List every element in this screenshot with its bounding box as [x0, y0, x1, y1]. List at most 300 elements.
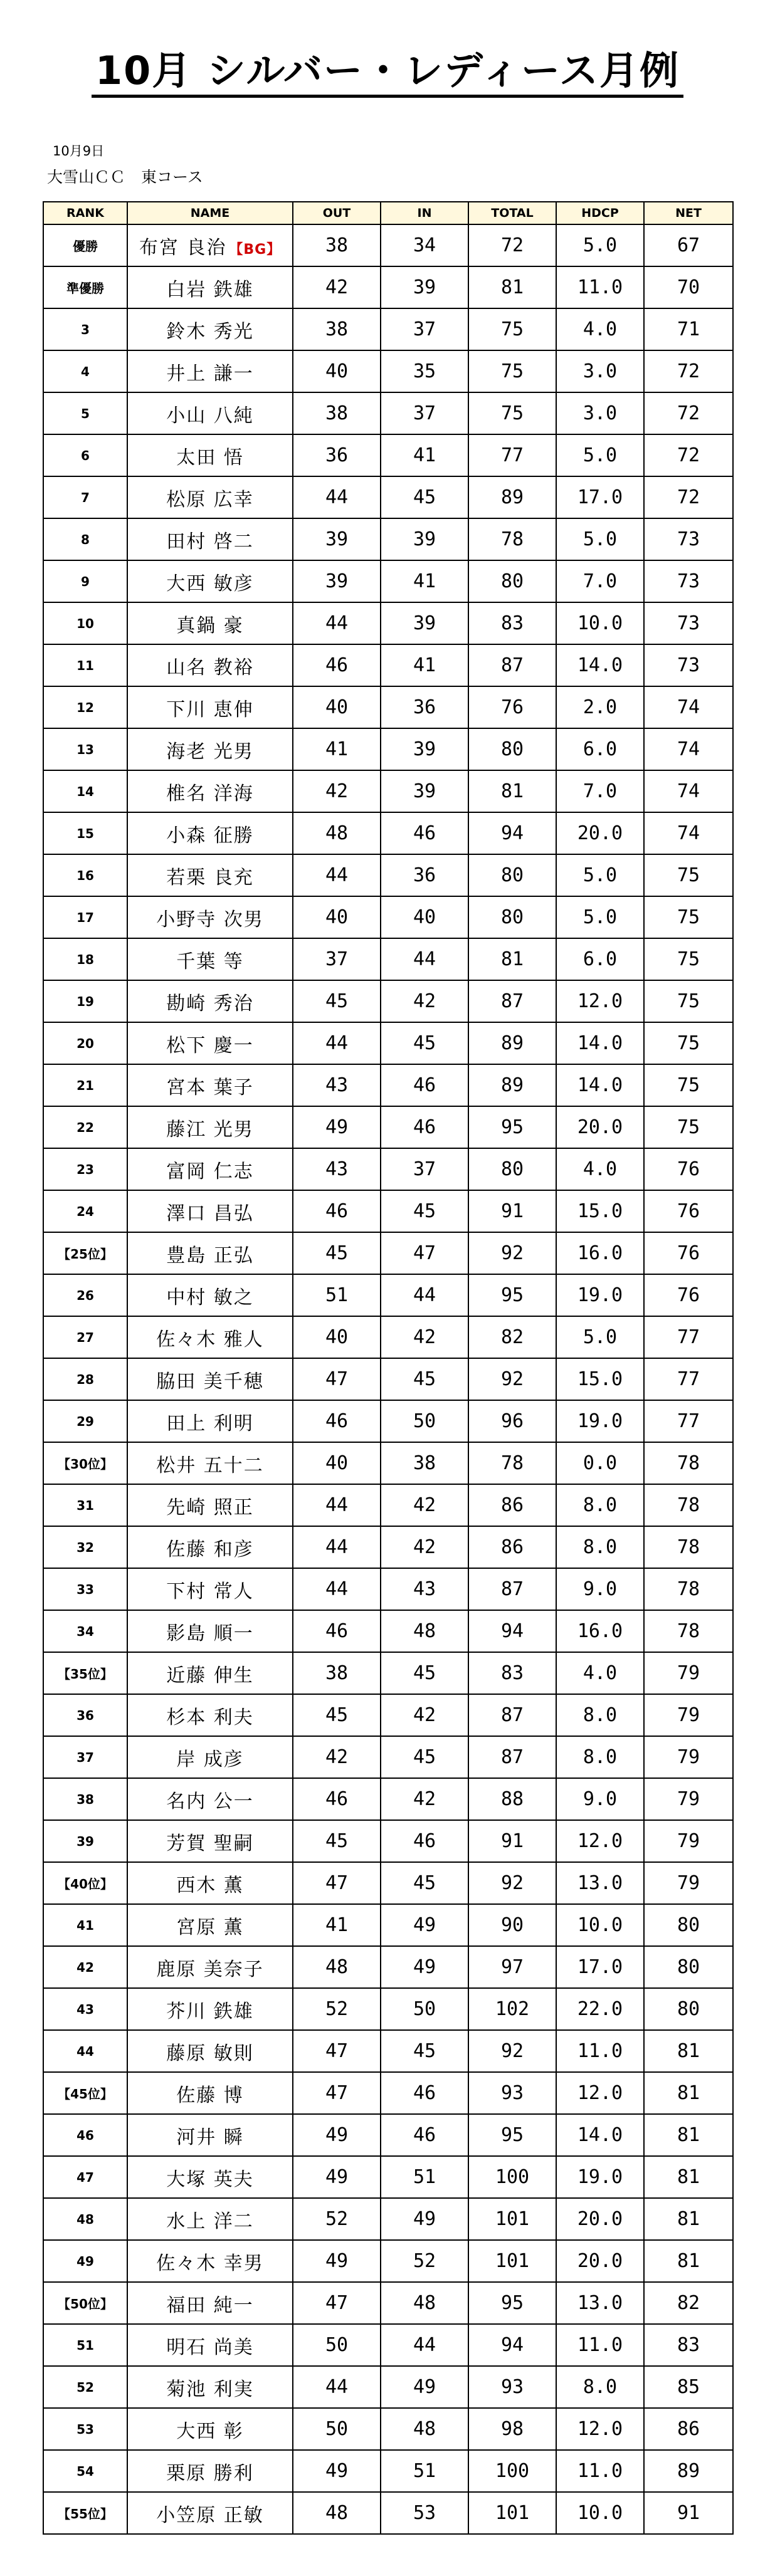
total-score-cell: 80: [468, 854, 556, 896]
table-row: [43, 2114, 733, 2156]
venue-label: 大雪山ＣＣ 東コース: [47, 168, 203, 186]
total-score-cell: 78: [468, 1442, 556, 1484]
table-row: [43, 350, 733, 392]
net-score-cell: 81: [644, 2030, 733, 2072]
total-score-cell: 89: [468, 1064, 556, 1106]
table-row: [43, 686, 733, 728]
net-score-cell: 78: [644, 1610, 733, 1652]
hdcp-cell: 20.0: [556, 2198, 644, 2240]
name-cell: [127, 854, 293, 896]
in-score-cell: 47: [381, 1232, 468, 1274]
out-score-cell: 46: [293, 644, 381, 686]
net-score-cell: 76: [644, 1148, 733, 1190]
name-cell: [127, 1358, 293, 1400]
rank-cell: 【30位】: [43, 1442, 127, 1484]
name-cell: [127, 518, 293, 560]
total-score-cell: 75: [468, 392, 556, 434]
net-score-cell: 67: [644, 224, 733, 266]
player-name: 芥川 鉄雄: [166, 2000, 254, 2023]
table-row: [43, 2324, 733, 2366]
player-name: 松原 広幸: [166, 488, 254, 511]
rank-cell: 15: [43, 812, 127, 854]
out-score-cell: 45: [293, 1820, 381, 1862]
table-row: [43, 1064, 733, 1106]
player-name: 鹿原 美奈子: [156, 1958, 264, 1981]
rank-cell: 42: [43, 1946, 127, 1988]
table-row: [43, 602, 733, 644]
table-row: [43, 1736, 733, 1778]
in-score-cell: 45: [381, 1736, 468, 1778]
in-score-cell: 48: [381, 2282, 468, 2324]
name-cell: [127, 1610, 293, 1652]
name-cell: [127, 896, 293, 938]
total-score-cell: 92: [468, 1862, 556, 1904]
rank-cell: 11: [43, 644, 127, 686]
name-cell: [127, 350, 293, 392]
in-score-cell: 38: [381, 1442, 468, 1484]
player-name: 小野寺 次男: [156, 908, 264, 931]
hdcp-cell: 3.0: [556, 392, 644, 434]
in-score-cell: 40: [381, 896, 468, 938]
out-score-cell: 43: [293, 1148, 381, 1190]
total-score-cell: 96: [468, 1400, 556, 1442]
table-row: [43, 2240, 733, 2282]
table-row: [43, 1190, 733, 1232]
out-score-cell: 44: [293, 1526, 381, 1568]
total-score-cell: 95: [468, 1106, 556, 1148]
net-score-cell: 81: [644, 2198, 733, 2240]
hdcp-cell: 12.0: [556, 980, 644, 1022]
player-name: 岸 成彦: [176, 1748, 244, 1771]
out-score-cell: 39: [293, 560, 381, 602]
total-score-cell: 83: [468, 1652, 556, 1694]
out-score-cell: 47: [293, 2030, 381, 2072]
out-score-cell: 44: [293, 854, 381, 896]
name-cell: [127, 938, 293, 980]
player-name: 鈴木 秀光: [166, 320, 254, 343]
player-name: 海老 光男: [166, 740, 254, 763]
total-score-cell: 102: [468, 1988, 556, 2030]
table-row: [43, 434, 733, 476]
out-score-cell: 44: [293, 1568, 381, 1610]
hdcp-cell: 4.0: [556, 1148, 644, 1190]
table-row: [43, 2282, 733, 2324]
in-score-cell: 46: [381, 1106, 468, 1148]
player-name: 水上 洋二: [166, 2210, 254, 2233]
col-header-in: IN: [381, 202, 468, 224]
out-score-cell: 40: [293, 350, 381, 392]
net-score-cell: 82: [644, 2282, 733, 2324]
out-score-cell: 42: [293, 1736, 381, 1778]
name-cell: [127, 980, 293, 1022]
player-name: 菊池 利実: [166, 2378, 254, 2401]
rank-cell: 39: [43, 1820, 127, 1862]
in-score-cell: 50: [381, 1988, 468, 2030]
rank-cell: 【55位】: [43, 2492, 127, 2534]
rank-cell: 8: [43, 518, 127, 560]
net-score-cell: 79: [644, 1652, 733, 1694]
table-row: [43, 1274, 733, 1316]
rank-cell: 26: [43, 1274, 127, 1316]
total-score-cell: 80: [468, 1148, 556, 1190]
table-row: [43, 1652, 733, 1694]
net-score-cell: 80: [644, 1946, 733, 1988]
hdcp-cell: 5.0: [556, 854, 644, 896]
table-row: [43, 1820, 733, 1862]
total-score-cell: 95: [468, 2282, 556, 2324]
event-date: 10月9日: [53, 144, 105, 159]
table-row: [43, 560, 733, 602]
net-score-cell: 73: [644, 518, 733, 560]
total-score-cell: 78: [468, 518, 556, 560]
total-score-cell: 95: [468, 2114, 556, 2156]
rank-cell: 4: [43, 350, 127, 392]
in-score-cell: 42: [381, 1526, 468, 1568]
in-score-cell: 34: [381, 224, 468, 266]
table-row: [43, 1442, 733, 1484]
hdcp-cell: 9.0: [556, 1568, 644, 1610]
net-score-cell: 79: [644, 1736, 733, 1778]
hdcp-cell: 3.0: [556, 350, 644, 392]
name-cell: [127, 602, 293, 644]
in-score-cell: 37: [381, 308, 468, 350]
hdcp-cell: 16.0: [556, 1232, 644, 1274]
in-score-cell: 41: [381, 560, 468, 602]
net-score-cell: 75: [644, 980, 733, 1022]
name-cell: [127, 1820, 293, 1862]
hdcp-cell: 12.0: [556, 2072, 644, 2114]
name-cell: [127, 1526, 293, 1568]
out-score-cell: 46: [293, 1190, 381, 1232]
net-score-cell: 73: [644, 644, 733, 686]
net-score-cell: 81: [644, 2072, 733, 2114]
rank-cell: 7: [43, 476, 127, 518]
out-score-cell: 50: [293, 2324, 381, 2366]
in-score-cell: 45: [381, 1022, 468, 1064]
out-score-cell: 44: [293, 602, 381, 644]
total-score-cell: 89: [468, 476, 556, 518]
col-header-hdcp: HDCP: [556, 202, 644, 224]
net-score-cell: 76: [644, 1190, 733, 1232]
in-score-cell: 49: [381, 2198, 468, 2240]
rank-cell: 22: [43, 1106, 127, 1148]
rank-cell: 24: [43, 1190, 127, 1232]
net-score-cell: 72: [644, 476, 733, 518]
player-name: 藤江 光男: [166, 1118, 254, 1141]
net-score-cell: 83: [644, 2324, 733, 2366]
out-score-cell: 40: [293, 896, 381, 938]
out-score-cell: 45: [293, 980, 381, 1022]
player-name: 真鍋 豪: [176, 614, 244, 637]
page-title: 10月 シルバー・レディース月例: [92, 50, 683, 98]
rank-cell: 18: [43, 938, 127, 980]
net-score-cell: 78: [644, 1526, 733, 1568]
out-score-cell: 44: [293, 476, 381, 518]
total-score-cell: 91: [468, 1820, 556, 1862]
name-cell: [127, 266, 293, 308]
rank-cell: 54: [43, 2450, 127, 2492]
table-row: [43, 1106, 733, 1148]
rank-cell: 21: [43, 1064, 127, 1106]
table-row: [43, 1694, 733, 1736]
table-row: [43, 1316, 733, 1358]
out-score-cell: 52: [293, 1988, 381, 2030]
in-score-cell: 44: [381, 938, 468, 980]
name-cell: [127, 1862, 293, 1904]
player-name: 布宮 良治: [139, 236, 227, 259]
player-name: 小森 征勝: [166, 824, 254, 847]
name-cell: [127, 224, 293, 266]
name-cell: [127, 2408, 293, 2450]
player-name: 明石 尚美: [166, 2336, 254, 2359]
rank-cell: 46: [43, 2114, 127, 2156]
table-row: [43, 896, 733, 938]
net-score-cell: 76: [644, 1232, 733, 1274]
player-name: 白岩 鉄雄: [166, 278, 254, 301]
out-score-cell: 39: [293, 518, 381, 560]
name-cell: [127, 476, 293, 518]
table-row: [43, 1862, 733, 1904]
out-score-cell: 52: [293, 2198, 381, 2240]
total-score-cell: 93: [468, 2072, 556, 2114]
player-name: 先崎 照正: [166, 1496, 254, 1519]
total-score-cell: 80: [468, 896, 556, 938]
player-name: 佐々木 幸男: [156, 2252, 264, 2275]
col-header-out: OUT: [293, 202, 381, 224]
hdcp-cell: 10.0: [556, 602, 644, 644]
total-score-cell: 81: [468, 770, 556, 812]
player-name: 大西 敏彦: [166, 572, 254, 595]
hdcp-cell: 20.0: [556, 1106, 644, 1148]
hdcp-cell: 17.0: [556, 476, 644, 518]
name-cell: [127, 2492, 293, 2534]
hdcp-cell: 8.0: [556, 1484, 644, 1526]
in-score-cell: 41: [381, 644, 468, 686]
name-cell: [127, 1778, 293, 1820]
in-score-cell: 52: [381, 2240, 468, 2282]
player-name: 松井 五十二: [156, 1454, 264, 1477]
hdcp-cell: 5.0: [556, 224, 644, 266]
player-name: 佐藤 博: [176, 2084, 244, 2107]
in-score-cell: 45: [381, 1358, 468, 1400]
player-name: 杉本 利夫: [166, 1706, 254, 1729]
table-row: [43, 2072, 733, 2114]
rank-cell: 41: [43, 1904, 127, 1946]
table-row: [43, 1022, 733, 1064]
player-name: 栗原 勝利: [166, 2462, 254, 2484]
hdcp-cell: 5.0: [556, 896, 644, 938]
out-score-cell: 46: [293, 1400, 381, 1442]
in-score-cell: 39: [381, 728, 468, 770]
rank-cell: 【50位】: [43, 2282, 127, 2324]
rank-cell: 51: [43, 2324, 127, 2366]
table-row: [43, 2366, 733, 2408]
table-row: [43, 2156, 733, 2198]
hdcp-cell: 10.0: [556, 1904, 644, 1946]
rank-cell: 【45位】: [43, 2072, 127, 2114]
rank-cell: 14: [43, 770, 127, 812]
player-name: 大塚 英夫: [166, 2168, 254, 2191]
net-score-cell: 74: [644, 728, 733, 770]
header-row: [43, 202, 733, 224]
player-name: 影島 順一: [166, 1622, 254, 1645]
player-name: 福田 純一: [166, 2294, 254, 2317]
rank-cell: 6: [43, 434, 127, 476]
table-row: [43, 2030, 733, 2072]
out-score-cell: 49: [293, 2240, 381, 2282]
out-score-cell: 40: [293, 686, 381, 728]
rank-cell: 17: [43, 896, 127, 938]
net-score-cell: 79: [644, 1694, 733, 1736]
total-score-cell: 94: [468, 2324, 556, 2366]
net-score-cell: 72: [644, 392, 733, 434]
table-row: [43, 1526, 733, 1568]
name-cell: [127, 1652, 293, 1694]
table-row: [43, 266, 733, 308]
rank-cell: 29: [43, 1400, 127, 1442]
table-row: [43, 980, 733, 1022]
in-score-cell: 43: [381, 1568, 468, 1610]
rank-cell: 32: [43, 1526, 127, 1568]
hdcp-cell: 12.0: [556, 2408, 644, 2450]
total-score-cell: 80: [468, 728, 556, 770]
in-score-cell: 45: [381, 476, 468, 518]
hdcp-cell: 16.0: [556, 1610, 644, 1652]
hdcp-cell: 8.0: [556, 1694, 644, 1736]
name-cell: [127, 434, 293, 476]
player-name: 名内 公一: [166, 1790, 254, 1813]
player-name: 田村 啓二: [166, 530, 254, 553]
net-score-cell: 79: [644, 1778, 733, 1820]
in-score-cell: 45: [381, 2030, 468, 2072]
player-name: 勘崎 秀治: [166, 992, 254, 1015]
name-cell: [127, 1148, 293, 1190]
bg-badge: 【BG】: [229, 241, 282, 258]
table-row: [43, 224, 733, 266]
table-row: [43, 812, 733, 854]
net-score-cell: 80: [644, 1904, 733, 1946]
net-score-cell: 74: [644, 770, 733, 812]
hdcp-cell: 15.0: [556, 1190, 644, 1232]
col-header-total: TOTAL: [468, 202, 556, 224]
table-row: [43, 854, 733, 896]
name-cell: [127, 770, 293, 812]
out-score-cell: 48: [293, 812, 381, 854]
table-row: [43, 392, 733, 434]
name-cell: [127, 2450, 293, 2492]
player-name: 田上 利明: [166, 1412, 254, 1435]
table-row: [43, 476, 733, 518]
net-score-cell: 77: [644, 1358, 733, 1400]
total-score-cell: 97: [468, 1946, 556, 1988]
hdcp-cell: 11.0: [556, 2030, 644, 2072]
player-name: 脇田 美千穂: [156, 1370, 264, 1393]
total-score-cell: 90: [468, 1904, 556, 1946]
table-row: [43, 728, 733, 770]
net-score-cell: 72: [644, 350, 733, 392]
out-score-cell: 51: [293, 1274, 381, 1316]
out-score-cell: 38: [293, 308, 381, 350]
hdcp-cell: 5.0: [556, 434, 644, 476]
player-name: 西木 薫: [176, 1874, 244, 1897]
rank-cell: 52: [43, 2366, 127, 2408]
name-cell: [127, 2072, 293, 2114]
in-score-cell: 35: [381, 350, 468, 392]
total-score-cell: 86: [468, 1484, 556, 1526]
name-cell: [127, 1274, 293, 1316]
hdcp-cell: 2.0: [556, 686, 644, 728]
hdcp-cell: 10.0: [556, 2492, 644, 2534]
table-row: [43, 1400, 733, 1442]
player-name: 宮本 葉子: [166, 1076, 254, 1099]
name-cell: [127, 1484, 293, 1526]
net-score-cell: 78: [644, 1442, 733, 1484]
rank-cell: 47: [43, 2156, 127, 2198]
total-score-cell: 72: [468, 224, 556, 266]
name-cell: [127, 1064, 293, 1106]
total-score-cell: 89: [468, 1022, 556, 1064]
rank-cell: 9: [43, 560, 127, 602]
rank-cell: 【35位】: [43, 1652, 127, 1694]
table-row: [43, 308, 733, 350]
hdcp-cell: 7.0: [556, 770, 644, 812]
net-score-cell: 75: [644, 1022, 733, 1064]
out-score-cell: 48: [293, 2492, 381, 2534]
out-score-cell: 45: [293, 1232, 381, 1274]
total-score-cell: 101: [468, 2492, 556, 2534]
out-score-cell: 42: [293, 266, 381, 308]
name-cell: [127, 308, 293, 350]
in-score-cell: 46: [381, 1820, 468, 1862]
total-score-cell: 76: [468, 686, 556, 728]
rank-cell: 37: [43, 1736, 127, 1778]
name-cell: [127, 1988, 293, 2030]
in-score-cell: 45: [381, 1862, 468, 1904]
hdcp-cell: 19.0: [556, 1400, 644, 1442]
net-score-cell: 75: [644, 1106, 733, 1148]
out-score-cell: 47: [293, 1862, 381, 1904]
rank-cell: 48: [43, 2198, 127, 2240]
player-name: 澤口 昌弘: [166, 1202, 254, 1225]
total-score-cell: 82: [468, 1316, 556, 1358]
total-score-cell: 92: [468, 1232, 556, 1274]
player-name: 芳賀 聖嗣: [166, 1832, 254, 1855]
net-score-cell: 89: [644, 2450, 733, 2492]
net-score-cell: 73: [644, 602, 733, 644]
total-score-cell: 101: [468, 2198, 556, 2240]
net-score-cell: 70: [644, 266, 733, 308]
table-row: [43, 1988, 733, 2030]
total-score-cell: 87: [468, 1736, 556, 1778]
total-score-cell: 92: [468, 2030, 556, 2072]
net-score-cell: 75: [644, 854, 733, 896]
total-score-cell: 91: [468, 1190, 556, 1232]
out-score-cell: 47: [293, 2072, 381, 2114]
hdcp-cell: 14.0: [556, 2114, 644, 2156]
rank-cell: 23: [43, 1148, 127, 1190]
hdcp-cell: 11.0: [556, 2324, 644, 2366]
out-score-cell: 40: [293, 1316, 381, 1358]
table-row: [43, 1232, 733, 1274]
hdcp-cell: 15.0: [556, 1358, 644, 1400]
out-score-cell: 38: [293, 1652, 381, 1694]
hdcp-cell: 14.0: [556, 1022, 644, 1064]
net-score-cell: 74: [644, 686, 733, 728]
out-score-cell: 44: [293, 1484, 381, 1526]
table-row: [43, 938, 733, 980]
hdcp-cell: 12.0: [556, 1820, 644, 1862]
name-cell: [127, 2366, 293, 2408]
